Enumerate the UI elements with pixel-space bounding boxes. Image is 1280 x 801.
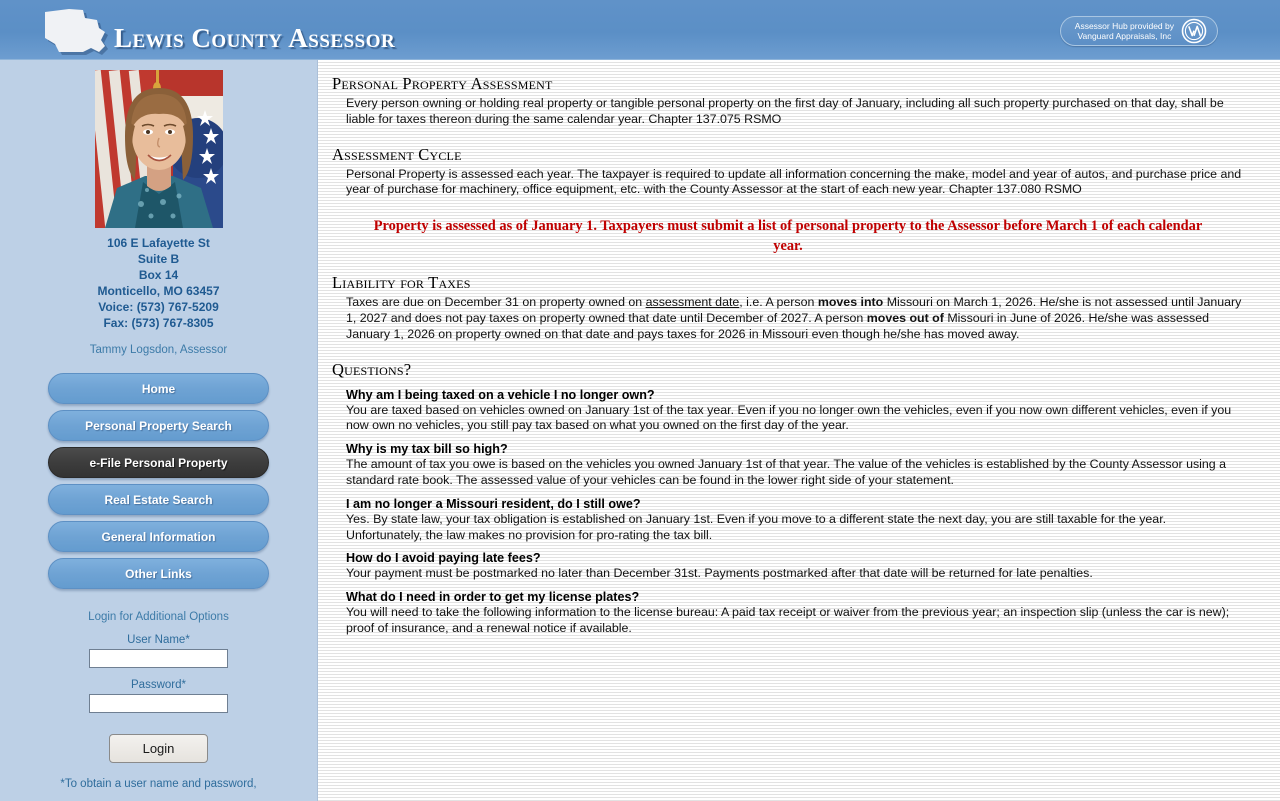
assessment-date-link[interactable]: assessment date xyxy=(645,295,740,310)
faq-answer: The amount of tax you owe is based on the vehicles you owned January 1st of that year. The value of the vehicles is established by the County Assessor using a standard rate book. The assessed value of your vehicles can be found in the lower right side of your statement. xyxy=(346,457,1227,487)
faq-answer: Your payment must be postmarked no later than December 31st. Payments postmarked after that date will be returned for late penalties. xyxy=(346,566,1093,581)
vanguard-va-monogram-icon xyxy=(1181,18,1207,44)
main-content xyxy=(318,60,1280,801)
sidebar-item-label: e-File Personal Property xyxy=(89,455,228,470)
sidebar-item-general-information[interactable] xyxy=(48,521,269,552)
section-heading-personal-property-assessment: Personal Property Assessment xyxy=(332,74,553,93)
liability-text-part2: , i.e. A person xyxy=(739,295,818,310)
login-button[interactable]: Login xyxy=(109,734,208,763)
address-line: Suite B xyxy=(137,252,180,266)
assessment-deadline-notice: Property is assessed as of January 1. Taxpayers must submit a list of personal property to the Assessor before March 1 of each calendar year. xyxy=(373,218,1203,254)
password-label: Password* xyxy=(131,679,186,691)
phone-fax: Fax: (573) 767-8305 xyxy=(103,316,214,330)
office-address xyxy=(0,235,317,331)
sidebar-item-label: Other Links xyxy=(125,566,192,581)
faq-answer: Yes. By state law, your tax obligation is established on January 1st. Even if you move to a different state the next day, you are still taxable for the year. Unfortunately, the law makes no provision for pro-rating the tax bill. xyxy=(346,511,1167,542)
sidebar-item-personal-property-search[interactable] xyxy=(48,410,269,441)
liability-text-part1: Taxes are due on December 31 on property owned on xyxy=(346,295,646,310)
faq-answer: You are taxed based on vehicles owned on January 1st of the tax year. Even if you no longer own the vehicles, even if you now own different vehicles, even if you now own no vehicles, you still pay tax based on what you owned on the first day of the year. xyxy=(346,402,1232,433)
phone-voice: Voice: (573) 767-5209 xyxy=(98,300,219,314)
section-heading-assessment-cycle: Assessment Cycle xyxy=(332,144,462,164)
assessor-portrait-photo xyxy=(95,70,223,228)
section-body-liability-for-taxes xyxy=(332,295,1244,342)
faq-question: Why am I being taxed on a vehicle I no longer own? xyxy=(346,387,655,402)
sidebar-item-label: Home xyxy=(141,381,176,396)
sidebar-item-other-links[interactable] xyxy=(48,558,269,589)
page-body xyxy=(0,60,1280,801)
faq-item xyxy=(332,441,1244,489)
page-title: Lewis County Assessor xyxy=(114,23,396,53)
sidebar-nav xyxy=(0,373,317,589)
faq-question: I am no longer a Missouri resident, do I still owe? xyxy=(346,496,641,511)
section-body-assessment-cycle: Personal Property is assessed each year. The taxpayer is required to update all information concerning the make, model and year of autos, and purchase price and year of purchase for machinery, office equipment, etc. with the County Assessor at the start of each new year. Chapter 137.080 RSMO xyxy=(346,166,1242,197)
login-note: *To obtain a user name and password, xyxy=(60,778,257,790)
assessor-name: Tammy Logsdon, Assessor xyxy=(89,344,228,356)
site-header xyxy=(0,0,1280,60)
liability-text-part4: Missouri in June of 2026. He/she was assessed January 1, 2026 on property owned on that date and pays taxes for 2026 in Missouri even though he/she has moved away. xyxy=(346,310,1210,341)
address-line: 106 E Lafayette St xyxy=(107,236,210,250)
sidebar-item-label: General Information xyxy=(101,529,216,544)
vendor-line-1: Assessor Hub provided by xyxy=(1074,21,1174,31)
username-label: User Name* xyxy=(127,634,190,646)
faq-question: Why is my tax bill so high? xyxy=(346,442,508,457)
sidebar-item-home[interactable] xyxy=(48,373,269,404)
password-input[interactable] xyxy=(89,694,228,713)
faq-answer: You will need to take the following information to the license bureau: A paid tax receipt or waiver from the previous year; an inspection slip (unless the car is new); proof of insurance, and a renewal notice if available. xyxy=(346,605,1230,635)
faq-question: How do I avoid paying late fees? xyxy=(346,551,541,566)
vendor-badge[interactable] xyxy=(1060,16,1218,46)
section-heading-liability-for-taxes: Liability for Taxes xyxy=(332,273,471,293)
sidebar-item-label: Personal Property Search xyxy=(85,418,232,433)
faq-item xyxy=(332,589,1244,637)
sidebar-item-label: Real Estate Search xyxy=(104,492,213,507)
username-input[interactable] xyxy=(89,649,228,668)
sidebar-item-efile-personal-property[interactable] xyxy=(48,447,269,478)
liability-text-part3: Missouri on March 1, 2026. He/she is not assessed until January 1, 2027 and does not pay taxes on property owned that date until December of 2027. A person xyxy=(346,295,1242,325)
login-heading[interactable]: Login for Additional Options xyxy=(88,611,229,623)
liability-emphasis-moves-into: moves into xyxy=(817,295,884,310)
address-line: Box 14 xyxy=(138,268,179,282)
section-body-personal-property-assessment: Every person owning or holding real property or tangible personal property on the first day of January, including all such property purchased on that day, shall be liable for taxes thereon during the same calendar year. Chapter 137.075 RSMO xyxy=(346,96,1224,126)
faq-item xyxy=(332,387,1244,435)
faq-item xyxy=(332,550,1244,582)
address-line: Monticello, MO 63457 xyxy=(97,284,220,298)
vendor-line-2: Vanguard Appraisals, Inc xyxy=(1077,31,1172,41)
liability-emphasis-moves-out-of: moves out of xyxy=(866,310,944,325)
sidebar xyxy=(0,60,318,801)
faq-item xyxy=(332,496,1244,544)
section-heading-questions: Questions? xyxy=(332,359,412,379)
faq-question: What do I need in order to get my license plates? xyxy=(346,590,640,605)
sidebar-item-real-estate-search[interactable] xyxy=(48,484,269,515)
missouri-state-outline-icon xyxy=(36,5,114,55)
